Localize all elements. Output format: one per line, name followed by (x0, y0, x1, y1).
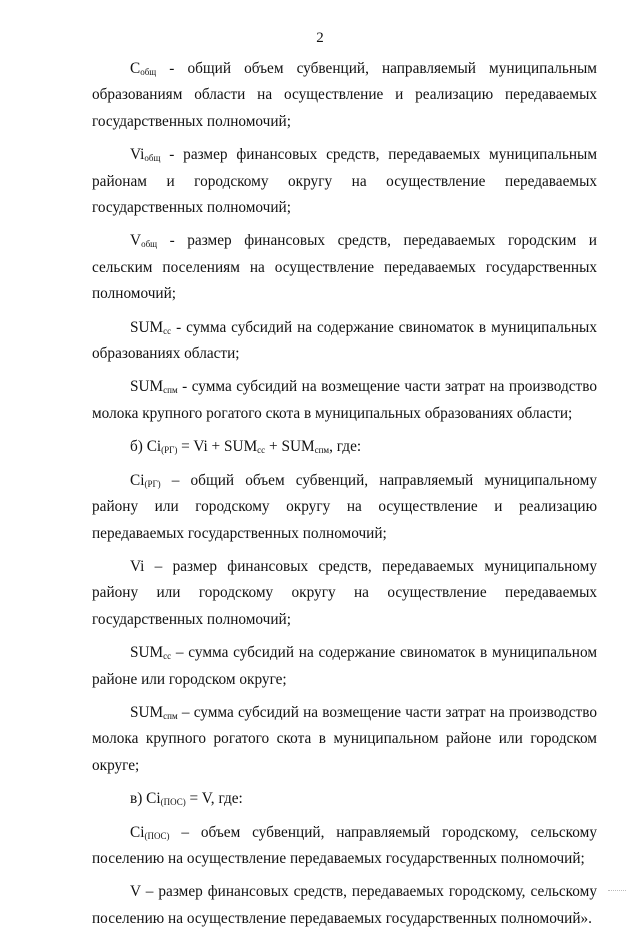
text-run: Ci (146, 438, 162, 456)
text-run: – размер финансовых средств, передаваемых городскому, сельскому поселению на осуществление передаваемых государственных полномочий». (92, 883, 597, 927)
text-run: – сумма субсидий на возмещение части затрат на производство молока крупного рогатого скота в муниципальном районе или городском округе; (92, 703, 597, 774)
subscript: спм (163, 710, 178, 721)
text-run: б) (130, 438, 147, 456)
text-run: С (130, 60, 141, 77)
text-run: + SUM (265, 438, 315, 456)
text-run: Ci (146, 790, 161, 808)
paragraph (92, 434, 597, 460)
text-run: – размер финансовых средств, передаваемых муниципальному району или городскому округу на осуществление передаваемых государственных полномочий; (92, 557, 597, 628)
paragraph (92, 228, 597, 307)
text-run: , где: (329, 438, 362, 456)
page-number: 2 (316, 30, 324, 46)
subscript: сс (163, 325, 172, 336)
text-run: Ci (130, 471, 145, 489)
text-run: Vi (130, 557, 145, 575)
subscript: (РГ) (161, 445, 178, 456)
subscript: (ПОС) (144, 830, 170, 841)
paragraph (92, 879, 597, 932)
paragraph (92, 786, 597, 812)
text-run: – сумма субсидий на содержание свиноматок в муниципальном районе или городском округе; (92, 644, 597, 688)
text-run: SUM (130, 703, 164, 721)
text-run: - размер финансовых средств, передаваемых муниципальным районам и городскому округу на осуществление передаваемых государственных полномочий; (92, 146, 597, 217)
subscript: сс (257, 445, 266, 456)
subscript: спм (163, 385, 178, 396)
paragraph (92, 468, 597, 547)
paragraph (92, 554, 597, 633)
paragraph (92, 700, 597, 779)
paragraph (92, 142, 597, 221)
text-run: – общий объем субвенций, направляемый муниципальному району или городскому округу на осуществление и реализацию передаваемых государственных полномочий; (92, 471, 597, 542)
subscript: (РГ) (144, 478, 161, 489)
text-run: – объем субвенций, направляемый городскому, сельскому поселению на осуществление передаваемых государственных полномочий; (92, 823, 597, 867)
subscript: общ (141, 239, 158, 250)
subscript: общ (140, 67, 157, 77)
text-run: SUM (130, 644, 164, 662)
paragraph (92, 820, 597, 873)
text-run: = Vi + SUM (177, 438, 258, 456)
text-run: = V, где: (185, 790, 243, 808)
subscript: сс (163, 651, 172, 662)
subscript: общ (144, 153, 161, 164)
text-run: в) (130, 790, 147, 808)
text-run: Ci (130, 823, 145, 841)
paragraph (92, 56, 597, 135)
text-run: - сумма субсидий на содержание свиноматок в муниципальных образованиях области; (92, 318, 597, 363)
document-body (92, 56, 597, 939)
scan-artifact (608, 890, 626, 893)
paragraph (92, 640, 597, 693)
subscript: спм (314, 445, 330, 456)
text-run: SUM (130, 378, 164, 396)
paragraph (92, 315, 597, 368)
text-run: - общий объем субвенций, направляемый муниципальным образованиям области на осуществление и реализацию передаваемых государственных полномочий; (92, 60, 597, 130)
paragraph (92, 374, 597, 427)
text-run: V (130, 883, 141, 901)
text-run: V (130, 232, 142, 250)
text-run: SUM (130, 318, 164, 336)
text-run: - размер финансовых средств, передаваемых городским и сельским поселениям на осуществление передаваемых государственных полномочий; (92, 232, 597, 303)
text-run: - сумма субсидий на возмещение части затрат на производство молока крупного рогатого скота в муниципальных образованиях области; (92, 378, 597, 422)
text-run: Vi (130, 146, 145, 164)
subscript: (ПОС) (160, 797, 186, 808)
